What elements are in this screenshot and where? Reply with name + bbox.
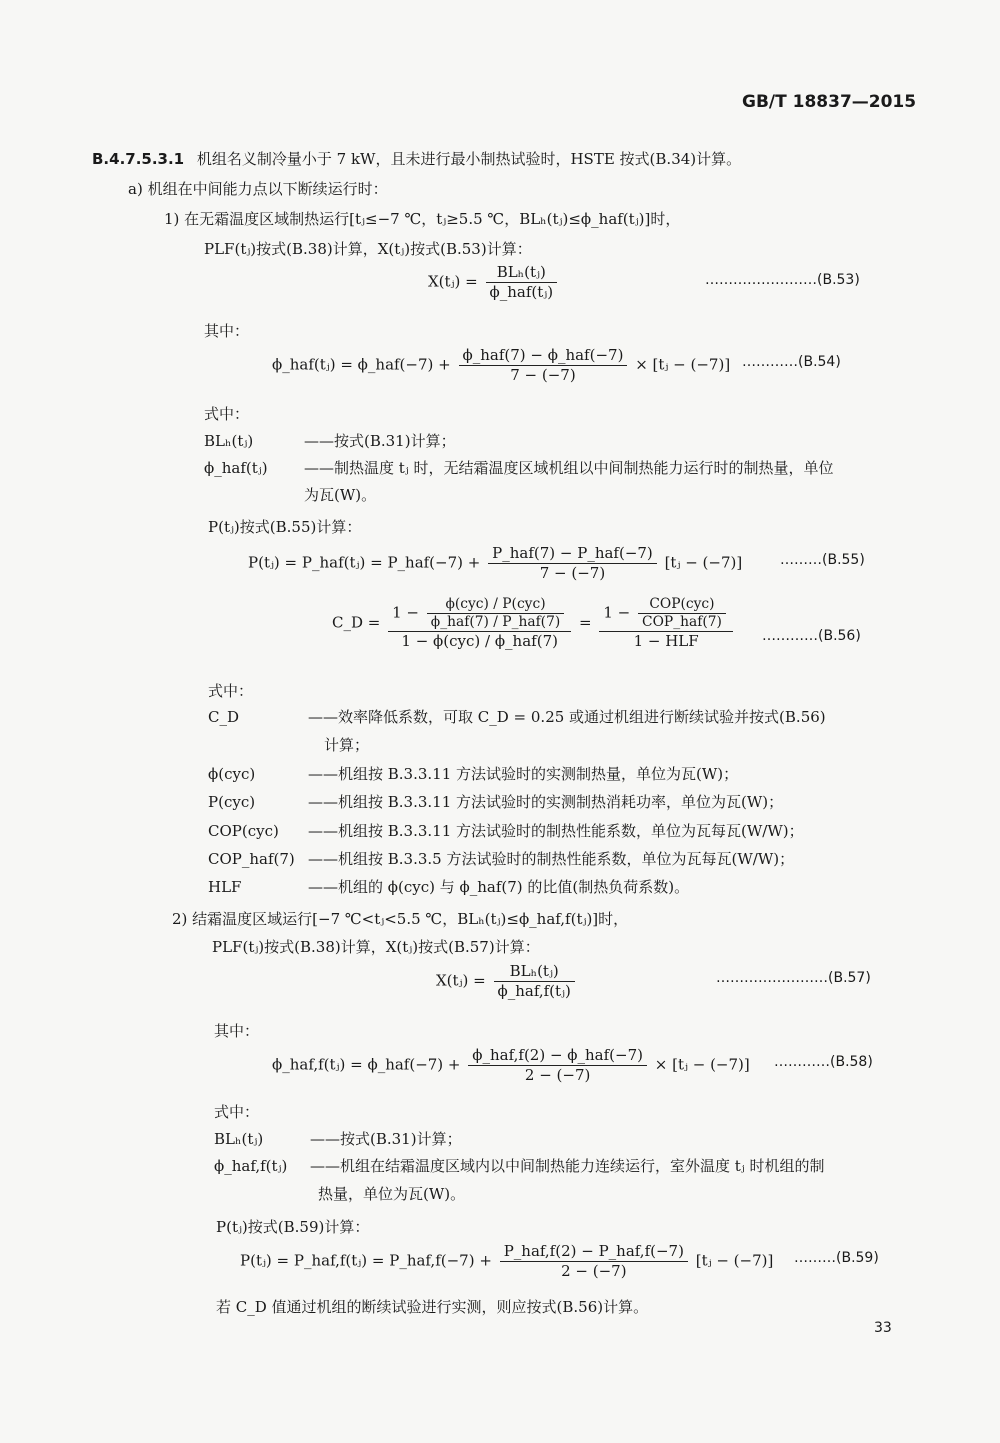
definition-text: ——机组按 B.3.3.5 方法试验时的制热性能系数，单位为瓦每瓦(W/W)；	[308, 850, 795, 868]
definition-row	[208, 765, 738, 783]
item-1-line1: 1) 在无霜温度区域制热运行[tⱼ≤−7 ℃，tⱼ≥5.5 ℃，BLₕ(tⱼ)≤ϕ_haf(tⱼ)]时，	[164, 210, 681, 228]
denominator: 2 − (−7)	[561, 1261, 627, 1280]
fraction	[468, 1046, 647, 1085]
eq-rhs: [tⱼ − (−7)]	[695, 1251, 774, 1270]
inner-fraction	[427, 596, 564, 631]
equation-number-b56: …………(B.56)	[762, 628, 861, 644]
eq-equals: =	[579, 613, 592, 632]
definition-symbol: ϕ_haf,f(tⱼ)	[214, 1157, 288, 1175]
item-1-line2: PLF(tⱼ)按式(B.38)计算，X(tⱼ)按式(B.53)计算：	[204, 240, 532, 258]
inner-denominator: ϕ_haf(7) / P_haf(7)	[430, 614, 561, 631]
page-number: 33	[874, 1320, 892, 1336]
denominator: ϕ_haf,f(tⱼ)	[497, 981, 571, 1000]
numerator-lead: 1 −	[603, 603, 631, 622]
definition-symbol: ϕ_haf(tⱼ)	[204, 459, 268, 477]
numerator: BLₕ(tⱼ)	[494, 962, 575, 982]
definition-row	[208, 822, 804, 840]
eq-rhs: [tⱼ − (−7)]	[664, 553, 743, 572]
fraction	[459, 346, 628, 385]
inner-numerator: ϕ(cyc) / P(cyc)	[427, 596, 564, 614]
definition-row	[208, 793, 783, 811]
fraction	[388, 596, 571, 651]
numerator-lead: 1 −	[392, 603, 420, 622]
definition-symbol: C_D	[208, 708, 240, 726]
definition-text: ——机组的 ϕ(cyc) 与 ϕ_haf(7) 的比值(制热负荷系数)。	[308, 878, 690, 896]
fraction	[486, 263, 558, 302]
definition-text: ——效率降低系数，可取 C_D = 0.25 或通过机组进行断续试验并按式(B.56)	[308, 708, 826, 726]
denominator: 7 − (−7)	[539, 563, 606, 582]
definition-row	[208, 708, 826, 726]
equation-number-b58: …………(B.58)	[774, 1054, 873, 1070]
eq-rhs: × [tⱼ − (−7)]	[654, 1055, 750, 1074]
numerator: BLₕ(tⱼ)	[486, 263, 558, 283]
definition-text: ——机组按 B.3.3.11 方法试验时的制热性能系数，单位为瓦每瓦(W/W)；	[308, 822, 804, 840]
numerator	[388, 596, 571, 632]
eq-rhs: × [tⱼ − (−7)]	[635, 355, 731, 374]
definition-continuation: 热量，单位为瓦(W)。	[318, 1185, 466, 1203]
inner-denominator: COP_haf(7)	[642, 614, 722, 631]
numerator: P_haf,f(2) − P_haf,f(−7)	[500, 1242, 688, 1262]
denominator: ϕ_haf(tⱼ)	[489, 282, 554, 301]
definition-symbol: HLF	[208, 878, 242, 896]
p-intro-1: P(tⱼ)按式(B.55)计算：	[208, 518, 362, 536]
equation-number-b57: ……………………(B.57)	[716, 970, 871, 986]
denominator: 7 − (−7)	[510, 365, 576, 384]
shizhong-2: 式中：	[208, 682, 254, 700]
item-2-line1: 2) 结霜温度区域运行[−7 ℃<tⱼ<5.5 ℃，BLₕ(tⱼ)≤ϕ_haf,f(tⱼ)]时，	[172, 910, 629, 928]
item-2-line2: PLF(tⱼ)按式(B.38)计算，X(tⱼ)按式(B.57)计算：	[212, 938, 540, 956]
definition-symbol: P(cyc)	[208, 793, 256, 811]
definition-text: ——机组按 B.3.3.11 方法试验时的实测制热量，单位为瓦(W)；	[308, 765, 739, 783]
definition-row	[214, 1157, 825, 1175]
eq-lhs: X(tⱼ) =	[428, 272, 478, 291]
definition-continuation: 计算；	[324, 736, 370, 754]
definition-text: ——按式(B.31)计算；	[304, 432, 456, 450]
numerator: ϕ_haf(7) − ϕ_haf(−7)	[459, 346, 628, 366]
standard-code: GB/T 18837—2015	[742, 92, 917, 112]
clause-number: B.4.7.5.3.1	[92, 150, 185, 168]
definition-symbol: COP_haf(7)	[208, 850, 295, 868]
qizhong-2: 其中：	[214, 1022, 260, 1040]
equation-number-b59: ………(B.59)	[794, 1250, 879, 1266]
shizhong-1: 式中：	[204, 405, 250, 423]
eq-lhs: C_D =	[332, 613, 381, 632]
fraction	[488, 544, 657, 583]
clause	[92, 150, 741, 168]
equation-number-b55: ………(B.55)	[780, 552, 865, 568]
numerator: P_haf(7) − P_haf(−7)	[488, 544, 657, 564]
inner-fraction	[638, 596, 726, 631]
clause-text: 机组名义制冷量小于 7 kW，且未进行最小制热试验时，HSTE 按式(B.34)计算。	[196, 150, 742, 168]
definition-row	[214, 1130, 462, 1148]
inner-numerator: COP(cyc)	[638, 596, 726, 614]
closing-sentence: 若 C_D 值通过机组的断续试验进行实测，则应按式(B.56)计算。	[216, 1298, 649, 1316]
equation-number-b53: ……………………(B.53)	[705, 272, 860, 288]
equation-b54	[272, 346, 730, 385]
definition-symbol: ϕ(cyc)	[208, 765, 256, 783]
definition-row	[204, 459, 834, 477]
eq-lhs: P(tⱼ) = P_haf(tⱼ) = P_haf(−7) +	[248, 553, 481, 572]
equation-b55	[248, 544, 742, 583]
eq-lhs: ϕ_haf(tⱼ) = ϕ_haf(−7) +	[272, 355, 451, 374]
definition-continuation: 为瓦(W)。	[304, 486, 377, 504]
eq-lhs: X(tⱼ) =	[436, 971, 486, 990]
qizhong-1: 其中：	[204, 322, 250, 340]
definition-row	[208, 878, 689, 896]
eq-lhs: ϕ_haf,f(tⱼ) = ϕ_haf(−7) +	[272, 1055, 461, 1074]
denominator: 1 − ϕ(cyc) / ϕ_haf(7)	[401, 632, 558, 651]
numerator: ϕ_haf,f(2) − ϕ_haf(−7)	[468, 1046, 647, 1066]
shizhong-3: 式中：	[214, 1103, 260, 1121]
definition-text: ——机组在结霜温度区域内以中间制热能力连续运行，室外温度 tⱼ 时机组的制	[310, 1157, 825, 1175]
equation-b59	[240, 1242, 773, 1281]
numerator	[599, 596, 732, 632]
definition-row	[208, 850, 794, 868]
equation-b58	[272, 1046, 750, 1085]
denominator: 1 − HLF	[633, 632, 699, 651]
denominator: 2 − (−7)	[524, 1065, 591, 1084]
equation-b56	[332, 596, 736, 651]
definition-symbol: COP(cyc)	[208, 822, 279, 840]
equation-b53	[428, 263, 560, 302]
fraction	[599, 596, 732, 651]
fraction	[500, 1242, 688, 1281]
definition-text: ——制热温度 tⱼ 时，无结霜温度区域机组以中间制热能力运行时的制热量，单位	[304, 459, 834, 477]
definition-symbol: BLₕ(tⱼ)	[204, 432, 254, 450]
definition-text: ——按式(B.31)计算；	[310, 1130, 462, 1148]
definition-row	[204, 432, 456, 450]
definition-symbol: BLₕ(tⱼ)	[214, 1130, 264, 1148]
equation-number-b54: …………(B.54)	[742, 354, 841, 370]
definition-text: ——机组按 B.3.3.11 方法试验时的实测制热消耗功率，单位为瓦(W)；	[308, 793, 784, 811]
item-a: a) 机组在中间能力点以下断续运行时：	[128, 180, 388, 198]
eq-lhs: P(tⱼ) = P_haf,f(tⱼ) = P_haf,f(−7) +	[240, 1251, 492, 1270]
p-intro-2: P(tⱼ)按式(B.59)计算：	[216, 1218, 370, 1236]
fraction	[494, 962, 575, 1001]
equation-b57	[436, 962, 578, 1001]
